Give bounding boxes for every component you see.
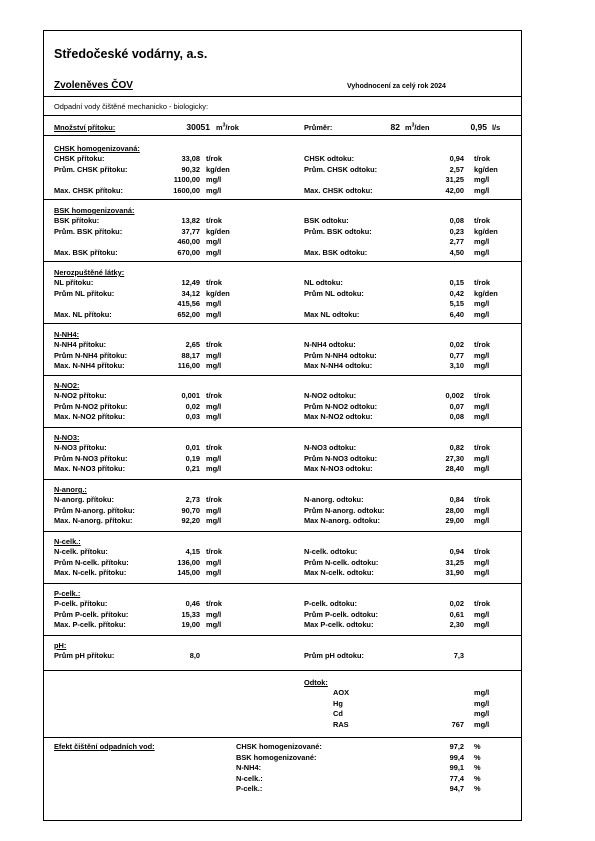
inflow-param-value: 2,65	[185, 340, 200, 349]
outflow-param-value: 31,25	[445, 175, 464, 184]
outflow-param-unit: mg/l	[474, 309, 490, 319]
efficiency-item-label: P-celk.:	[236, 784, 263, 793]
outflow-param-value: 7,3	[453, 651, 464, 660]
plant-name: Zvoleněves ČOV	[54, 80, 133, 91]
outflow-param-label: N-NO3 odtoku:	[304, 443, 357, 452]
outflow-param-label: Max N-NO3 odtoku:	[304, 464, 373, 473]
outflow-param-value: 31,90	[445, 568, 464, 577]
outflow-item-unit: mg/l	[474, 709, 490, 718]
divider	[43, 427, 522, 428]
divider	[43, 737, 522, 738]
inflow-param-label: Max. BSK přítoku:	[54, 247, 118, 257]
inflow-param-value: 2,73	[185, 495, 200, 504]
outflow-param-label: Max P-celk. odtoku:	[304, 620, 374, 629]
inflow-param-label: Max. P-celk. přítoku:	[54, 620, 126, 629]
inflow-avg-label: Průměr:	[304, 123, 333, 132]
inflow-param-value: 19,00	[181, 620, 200, 629]
outflow-param-value: 0,08	[449, 412, 464, 421]
section-title: P-celk.:	[54, 589, 81, 598]
outflow-param-unit: t/rok	[474, 495, 491, 504]
outflow-param-value: 2,30	[449, 620, 464, 629]
efficiency-item-unit: %	[474, 784, 481, 793]
inflow-param-value: 460,00	[177, 237, 200, 246]
inflow-param-value: 1600,00	[173, 185, 200, 195]
efficiency-item-label: CHSK homogenizované:	[236, 742, 322, 751]
outflow-param-label: Max N-celk. odtoku:	[304, 568, 374, 577]
outflow-param-value: 0,07	[449, 401, 464, 411]
inflow-param-label: Max. N-NO2 přítoku:	[54, 412, 126, 421]
inflow-param-label: N-anorg. přítoku:	[54, 495, 114, 504]
inflow-param-unit: mg/l	[206, 401, 222, 411]
inflow-param-value: 13,82	[181, 216, 200, 225]
outflow-param-unit: kg/den	[474, 288, 498, 298]
inflow-param-label: Prům. CHSK přítoku:	[54, 164, 128, 174]
outflow-param-unit: mg/l	[474, 516, 490, 525]
outflow-param-label: N-celk. odtoku:	[304, 547, 358, 556]
outflow-param-label: Max. BSK odtoku:	[304, 247, 368, 257]
outflow-item-unit: mg/l	[474, 719, 490, 729]
outflow-param-label: N-anorg. odtoku:	[304, 495, 364, 504]
inflow-unit: $m^3$/rok	[216, 122, 239, 132]
divider	[43, 375, 522, 376]
outflow-param-value: 0,94	[449, 547, 464, 556]
outflow-param-label: Max N-NO2 odtoku:	[304, 412, 373, 421]
outflow-param-unit: mg/l	[474, 464, 490, 473]
outflow-param-label: Prům N-NO2 odtoku:	[304, 401, 378, 411]
inflow-param-value: 90,32	[181, 164, 200, 174]
outflow-param-label: Max N-NH4 odtoku:	[304, 361, 373, 370]
outflow-param-unit: t/rok	[474, 443, 491, 452]
efficiency-title: Efekt čištění odpadních vod:	[54, 742, 155, 751]
inflow-param-label: Prům P-celk. přítoku:	[54, 609, 129, 619]
outflow-param-unit: kg/den	[474, 226, 498, 236]
divider	[43, 670, 522, 671]
efficiency-item-value: 99,4	[449, 752, 464, 762]
inflow-param-label: N-NH4 přítoku:	[54, 340, 107, 349]
efficiency-item-unit: %	[474, 742, 481, 751]
inflow-param-unit: mg/l	[206, 516, 222, 525]
outflow-param-label: NL odtoku:	[304, 278, 343, 287]
outflow-param-value: 29,00	[445, 516, 464, 525]
outflow-param-label: N-NH4 odtoku:	[304, 340, 356, 349]
inflow-param-label: Max. N-anorg. přítoku:	[54, 516, 133, 525]
divider	[43, 583, 522, 584]
inflow-param-unit: mg/l	[206, 412, 222, 421]
outflow-param-unit: t/rok	[474, 278, 491, 287]
inflow-param-label: Prům NL přítoku:	[54, 288, 115, 298]
inflow-param-label: Max. CHSK přítoku:	[54, 185, 123, 195]
inflow-param-label: Prům N-NO3 přítoku:	[54, 453, 128, 463]
efficiency-item-unit: %	[474, 752, 481, 762]
outflow-param-unit: mg/l	[474, 299, 490, 308]
inflow-param-label: Prům N-anorg. přítoku:	[54, 505, 135, 515]
outflow-param-unit: t/rok	[474, 216, 491, 225]
outflow-param-unit: mg/l	[474, 350, 490, 360]
outflow-param-value: 3,10	[449, 361, 464, 370]
inflow-param-unit: mg/l	[206, 505, 222, 515]
outflow-param-unit: mg/l	[474, 609, 490, 619]
outflow-param-label: Prům N-NH4 odtoku:	[304, 350, 377, 360]
efficiency-item-unit: %	[474, 763, 481, 772]
outflow-param-unit: mg/l	[474, 620, 490, 629]
outflow-param-unit: kg/den	[474, 164, 498, 174]
inflow-avg-value: 82	[390, 122, 400, 132]
divider	[43, 96, 522, 97]
outflow-param-unit: t/rok	[474, 340, 491, 349]
inflow-param-unit: mg/l	[206, 309, 222, 319]
inflow-param-unit: mg/l	[206, 464, 222, 473]
outflow-param-unit: t/rok	[474, 154, 491, 163]
outflow-param-unit: t/rok	[474, 391, 491, 400]
efficiency-item-label: N-celk.:	[236, 773, 263, 783]
divider	[43, 479, 522, 480]
inflow-param-value: 88,17	[181, 350, 200, 360]
outflow-param-unit: mg/l	[474, 185, 490, 195]
outflow-param-value: 0,02	[449, 599, 464, 608]
inflow-param-unit: kg/den	[206, 226, 230, 236]
inflow-param-label: BSK přítoku:	[54, 216, 100, 225]
section-title: N-anorg.:	[54, 485, 87, 494]
section-title: CHSK homogenizovaná:	[54, 144, 140, 153]
section-title: N-celk.:	[54, 537, 81, 546]
inflow-param-label: Max. N-NO3 přítoku:	[54, 464, 126, 473]
outflow-param-label: BSK odtoku:	[304, 216, 349, 225]
inflow-param-value: 8,0	[189, 651, 200, 660]
inflow-param-value: 0,46	[185, 599, 200, 608]
outflow-param-value: 28,00	[445, 505, 464, 515]
outflow-item-label: AOX	[333, 688, 350, 697]
inflow-param-label: Prům N-NH4 přítoku:	[54, 350, 128, 360]
inflow-param-value: 670,00	[177, 247, 200, 257]
outflow-param-unit: mg/l	[474, 361, 490, 370]
section-title: pH:	[54, 641, 67, 650]
outflow-param-value: 42,00	[445, 185, 464, 195]
inflow-param-value: 145,00	[177, 568, 200, 577]
inflow-param-unit: t/rok	[206, 443, 223, 452]
outflow-param-value: 0,94	[449, 154, 464, 163]
section-title: N-NO2:	[54, 381, 80, 390]
inflow-param-unit: mg/l	[206, 453, 222, 463]
outflow-param-value: 28,40	[445, 464, 464, 473]
outflow-item-label: Hg	[333, 698, 343, 708]
outflow-item-label: Cd	[333, 709, 343, 718]
inflow-param-label: NL přítoku:	[54, 278, 94, 287]
inflow-ls-unit: l/s	[492, 123, 501, 132]
inflow-param-value: 92,20	[181, 516, 200, 525]
efficiency-item-value: 97,2	[449, 742, 464, 751]
inflow-param-value: 0,02	[185, 401, 200, 411]
section-title: BSK homogenizovaná:	[54, 206, 135, 215]
outflow-param-value: 0,84	[449, 495, 464, 504]
outflow-param-unit: mg/l	[474, 175, 490, 184]
efficiency-item-value: 77,4	[449, 773, 464, 783]
outflow-title: Odtok:	[304, 678, 328, 687]
inflow-param-unit: mg/l	[206, 185, 222, 195]
inflow-param-unit: mg/l	[206, 299, 222, 308]
divider	[43, 635, 522, 636]
inflow-param-label: Prům. BSK přítoku:	[54, 226, 123, 236]
inflow-param-value: 12,49	[181, 278, 200, 287]
outflow-param-value: 6,40	[449, 309, 464, 319]
divider	[43, 135, 522, 136]
inflow-param-value: 15,33	[181, 609, 200, 619]
outflow-param-value: 2,57	[449, 164, 464, 174]
inflow-param-unit: mg/l	[206, 237, 222, 246]
inflow-param-label: Prům N-celk. přítoku:	[54, 557, 129, 567]
efficiency-item-value: 94,7	[449, 784, 464, 793]
inflow-param-label: Max. NL přítoku:	[54, 309, 112, 319]
outflow-param-label: Prům N-anorg. odtoku:	[304, 505, 385, 515]
outflow-param-label: Max. CHSK odtoku:	[304, 185, 373, 195]
inflow-param-label: N-NO2 přítoku:	[54, 391, 107, 400]
outflow-param-label: Prům NL odtoku:	[304, 288, 364, 298]
inflow-param-label: CHSK přítoku:	[54, 154, 105, 163]
outflow-param-label: Max NL odtoku:	[304, 309, 360, 319]
inflow-param-value: 1100,00	[173, 175, 200, 184]
outflow-param-value: 0,61	[449, 609, 464, 619]
inflow-param-unit: t/rok	[206, 278, 223, 287]
inflow-param-label: Prům N-NO2 přítoku:	[54, 401, 128, 411]
outflow-param-unit: mg/l	[474, 568, 490, 577]
inflow-param-unit: mg/l	[206, 247, 222, 257]
outflow-param-label: CHSK odtoku:	[304, 154, 355, 163]
inflow-param-value: 0,03	[185, 412, 200, 421]
inflow-param-value: 0,01	[185, 443, 200, 452]
outflow-param-unit: t/rok	[474, 547, 491, 556]
outflow-param-label: P-celk. odtoku:	[304, 599, 357, 608]
outflow-param-label: Prům N-celk. odtoku:	[304, 557, 379, 567]
divider	[43, 531, 522, 532]
outflow-param-label: N-NO2 odtoku:	[304, 391, 357, 400]
inflow-param-value: 0,19	[185, 453, 200, 463]
outflow-item-value: 767	[451, 719, 464, 729]
inflow-param-unit: t/rok	[206, 391, 223, 400]
inflow-param-value: 90,70	[181, 505, 200, 515]
inflow-param-unit: mg/l	[206, 557, 222, 567]
inflow-param-unit: mg/l	[206, 609, 222, 619]
outflow-param-unit: mg/l	[474, 247, 490, 257]
outflow-param-label: Prům P-celk. odtoku:	[304, 609, 378, 619]
outflow-param-value: 5,15	[449, 299, 464, 308]
inflow-param-label: N-celk. přítoku:	[54, 547, 108, 556]
inflow-param-unit: t/rok	[206, 340, 223, 349]
inflow-param-unit: kg/den	[206, 164, 230, 174]
inflow-param-unit: mg/l	[206, 361, 222, 370]
inflow-param-value: 116,00	[177, 361, 200, 370]
inflow-param-value: 0,21	[185, 464, 200, 473]
company-name: Středočeské vodárny, a.s.	[54, 47, 208, 61]
outflow-param-unit: mg/l	[474, 453, 490, 463]
outflow-param-unit: mg/l	[474, 237, 490, 246]
outflow-param-value: 0,42	[449, 288, 464, 298]
divider	[43, 261, 522, 262]
inflow-param-value: 0,001	[181, 391, 200, 400]
inflow-param-unit: t/rok	[206, 216, 223, 225]
outflow-param-value: 2,77	[449, 237, 464, 246]
outflow-param-value: 0,08	[449, 216, 464, 225]
inflow-param-value: 37,77	[181, 226, 200, 236]
outflow-param-value: 27,30	[445, 453, 464, 463]
outflow-param-label: Prům N-NO3 odtoku:	[304, 453, 378, 463]
outflow-param-value: 4,50	[449, 247, 464, 257]
inflow-param-label: Max. N-celk. přítoku:	[54, 568, 127, 577]
inflow-param-unit: mg/l	[206, 175, 222, 184]
inflow-param-label: N-NO3 přítoku:	[54, 443, 107, 452]
inflow-param-unit: t/rok	[206, 547, 223, 556]
efficiency-item-unit: %	[474, 773, 481, 783]
efficiency-item-label: N-NH4:	[236, 763, 262, 772]
inflow-value: 30051	[186, 122, 210, 132]
inflow-param-value: 652,00	[177, 309, 200, 319]
inflow-label: Množství přítoku:	[54, 123, 116, 132]
outflow-param-value: 0,002	[445, 391, 464, 400]
outflow-param-value: 31,25	[445, 557, 464, 567]
inflow-param-value: 136,00	[177, 557, 200, 567]
inflow-param-unit: mg/l	[206, 568, 222, 577]
inflow-param-value: 33,08	[181, 154, 200, 163]
outflow-param-label: Prům. CHSK odtoku:	[304, 164, 378, 174]
inflow-param-label: Prům pH přítoku:	[54, 651, 115, 660]
outflow-param-label: Max N-anorg. odtoku:	[304, 516, 380, 525]
inflow-param-unit: t/rok	[206, 495, 223, 504]
divider	[43, 323, 522, 324]
outflow-item-unit: mg/l	[474, 688, 490, 697]
report-period: Vyhodnocení za celý rok 2024	[347, 83, 446, 90]
outflow-param-value: 0,77	[449, 350, 464, 360]
outflow-param-value: 0,82	[449, 443, 464, 452]
inflow-param-label: P-celk. přítoku:	[54, 599, 108, 608]
section-title: Nerozpuštěné látky:	[54, 268, 125, 277]
efficiency-item-label: BSK homogenizované:	[236, 752, 317, 762]
inflow-avg-unit: $m^3$/den	[405, 122, 430, 132]
inflow-param-value: 4,15	[185, 547, 200, 556]
inflow-param-value: 415,56	[177, 299, 200, 308]
water-type: Odpadní vody čištěné mechanicko - biologicky:	[54, 102, 209, 111]
outflow-param-value: 0,23	[449, 226, 464, 236]
outflow-param-unit: mg/l	[474, 401, 490, 411]
divider	[43, 199, 522, 200]
outflow-item-unit: mg/l	[474, 698, 490, 708]
outflow-item-label: RAS	[333, 719, 349, 729]
divider	[43, 115, 522, 116]
efficiency-item-value: 99,1	[449, 763, 464, 772]
inflow-param-unit: mg/l	[206, 620, 222, 629]
inflow-param-unit: mg/l	[206, 350, 222, 360]
outflow-param-unit: mg/l	[474, 557, 490, 567]
outflow-param-value: 0,02	[449, 340, 464, 349]
outflow-param-unit: t/rok	[474, 599, 491, 608]
section-title: N-NH4:	[54, 330, 80, 339]
inflow-param-unit: t/rok	[206, 154, 223, 163]
outflow-param-unit: mg/l	[474, 505, 490, 515]
outflow-param-unit: mg/l	[474, 412, 490, 421]
inflow-param-label: Max. N-NH4 přítoku:	[54, 361, 125, 370]
section-title: N-NO3:	[54, 433, 80, 442]
inflow-param-unit: kg/den	[206, 288, 230, 298]
outflow-param-label: Prům pH odtoku:	[304, 651, 364, 660]
outflow-param-label: Prům. BSK odtoku:	[304, 226, 372, 236]
inflow-param-value: 34,12	[181, 288, 200, 298]
inflow-ls-value: 0,95	[470, 122, 487, 132]
outflow-param-value: 0,15	[449, 278, 464, 287]
inflow-param-unit: t/rok	[206, 599, 223, 608]
